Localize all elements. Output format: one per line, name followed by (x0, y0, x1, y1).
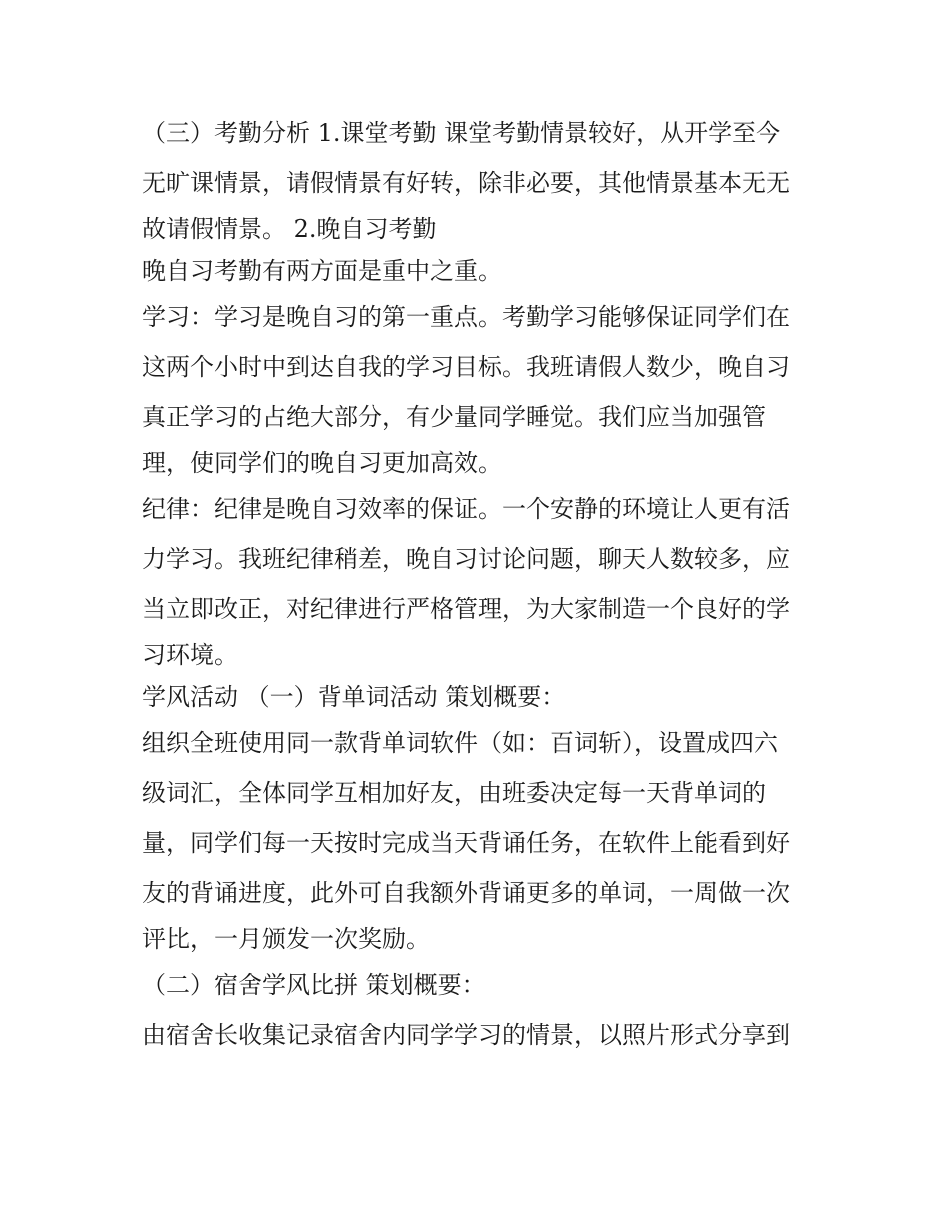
paragraph-vocabulary-activity (142, 718, 822, 960)
paragraph-discipline (142, 484, 822, 676)
paragraph-attendance-analysis (142, 108, 822, 250)
paragraph-dorm-competition (142, 1010, 822, 1060)
text-line: 评比，一月颁发一次奖励。 (142, 925, 430, 953)
text-line: 真正学习的占绝大部分，有少量同学睡觉。我们应当加强管 (142, 403, 766, 431)
text-line: 组织全班使用同一款背单词软件（如：百词斩），设置成四六 (142, 729, 778, 757)
text-line: 晚自习考勤有两方面是重中之重。 (142, 257, 502, 285)
text-line: 习环境。 (142, 641, 238, 669)
text-line: 学风活动 （一）背单词活动 策划概要： (142, 683, 566, 711)
paragraph-dorm-competition-heading (142, 960, 822, 1010)
paragraph-evening-study-intro (142, 250, 822, 292)
text-line: 量，同学们每一天按时完成当天背诵任务，在软件上能看到好 (142, 829, 790, 857)
document-body (142, 108, 822, 1060)
text-line: 当立即改正，对纪律进行严格管理，为大家制造一个良好的学 (142, 595, 790, 623)
text-line: 学习：学习是晚自习的第一重点。考勤学习能够保证同学们在 (142, 303, 790, 331)
text-line: （二）宿舍学风比拼 策划概要： (142, 971, 486, 999)
text-line: 理，使同学们的晚自习更加高效。 (142, 449, 502, 477)
text-line: 无旷课情景，请假情景有好转，除非必要，其他情景基本无无 (142, 169, 790, 197)
text-line: 这两个小时中到达自我的学习目标。我班请假人数少，晚自习 (142, 353, 790, 381)
text-line: 友的背诵进度，此外可自我额外背诵更多的单词，一周做一次 (142, 879, 790, 907)
paragraph-study-focus (142, 292, 822, 484)
text-line: 力学习。我班纪律稍差，晚自习讨论问题，聊天人数较多，应 (142, 545, 790, 573)
text-line: 纪律：纪律是晚自习效率的保证。一个安静的环境让人更有活 (142, 495, 790, 523)
text-line: 由宿舍长收集记录宿舍内同学学习的情景，以照片形式分享到 (142, 1021, 790, 1049)
paragraph-study-activity-heading (142, 676, 822, 718)
text-line: 级词汇，全体同学互相加好友，由班委决定每一天背单词的 (142, 779, 766, 807)
text-line: （三）考勤分析 1.课堂考勤 课堂考勤情景较好，从开学至今 (142, 119, 781, 147)
text-line: 故请假情景。 2.晚自习考勤 (142, 215, 437, 243)
